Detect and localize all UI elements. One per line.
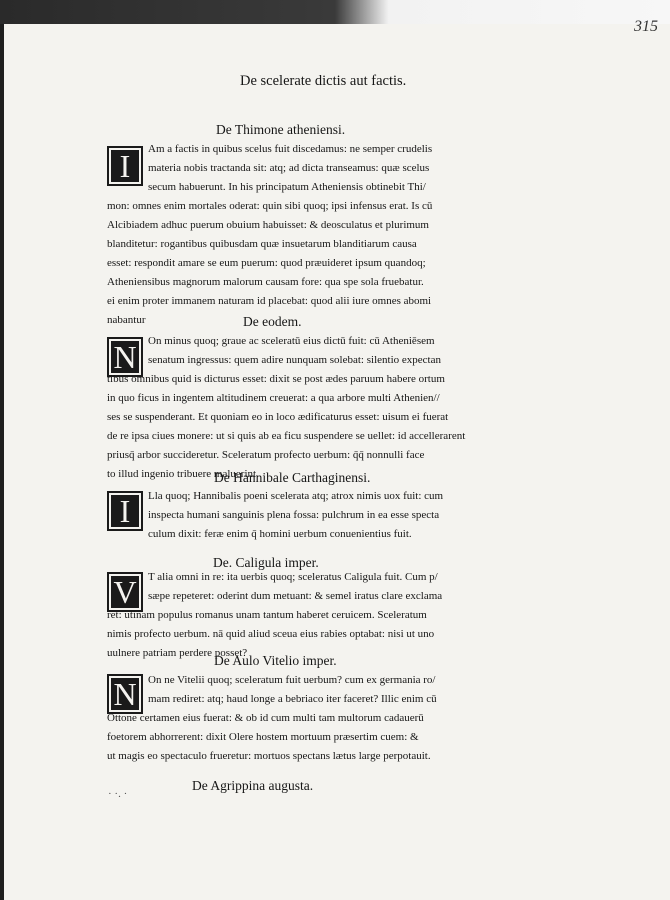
section-heading: De Thimone atheniensi.: [216, 122, 346, 137]
text-line: to illud ingenio tribuere maluerint.: [107, 468, 259, 480]
section-heading: De. Caligula imper.: [213, 555, 319, 570]
section-heading: De Hannibale Carthaginensi.: [214, 470, 371, 485]
text-line: mon: omnes enim mortales oderat: quin sibi quoq; ipsi infensus erat. Is cū: [107, 200, 433, 212]
text-line: Alcibiadem adhuc puerum obuium habuisset: & deosculatus et plurimum: [107, 219, 429, 231]
text-line: culum dixit: feræ enim q̄ homini uerbum conuenientius fuit.: [148, 528, 412, 540]
text-line: in quo ficus in ingentem altitudinem creuerat: a qua arbore multi Athenien//: [107, 392, 440, 404]
text-line: On ne Vitelii quoq; sceleratum fuit uerbum? cum ex germania ro/: [148, 674, 436, 686]
text-line: ei enim proter immanem naturam id placebat: quod alii iure omnes abomi: [107, 295, 432, 307]
text-line: inspecta humani sanguinis plena fossa: pulchrum in ea esse specta: [148, 509, 440, 521]
decorated-initial: I: [107, 146, 143, 186]
text-line: priusq̄ arbor succideretur. Sceleratum profecto uerbum: q̄q̄ nonnulli face: [107, 449, 425, 461]
decorated-initial: I: [107, 491, 143, 531]
text-line: ut magis eo spectaculo frueretur: mortuos spectans lætus large perpotauit.: [107, 750, 431, 762]
text-line: On minus quoq; graue ac sceleratū eius dictū fuit: cū Atheniēsem: [148, 335, 435, 347]
text-line: secum habuerunt. In his principatum Atheniensis obtinebit Thi/: [148, 181, 426, 193]
text-line: uulnere patriam perdere posset?: [107, 647, 248, 659]
margin-mark: · ·. ·: [108, 788, 128, 800]
text-line: esset: respondit amare se eum puerum: quod præuideret ipsum quandoq;: [107, 257, 426, 269]
text-line: materia nobis tractanda sit: atq; ad dicta transeamus: quæ scelus: [148, 162, 430, 174]
text-line: Am a factis in quibus scelus fuit discedamus: ne semper crudelis: [148, 143, 433, 155]
text-line: Ottone certamen eius fuerat: & ob id cum multi tam multorum cadauerū: [107, 712, 424, 724]
text-line: Lla quoq; Hannibalis poeni scelerata atq; atrox nimis uox fuit: cum: [148, 490, 444, 502]
text-line: nimis profecto uerbum. nā quid aliud sceua eius rabies optabat: nisi ut uno: [107, 628, 435, 640]
decorated-initial: V: [107, 572, 143, 612]
text-line: senatum ingressus: quem adire nunquam solebat: silentio expectan: [148, 354, 441, 366]
page-number: 315: [634, 18, 658, 35]
decorated-initial: N: [107, 674, 143, 714]
text-line: tibus omnibus quid is dicturus esset: dixit se post ædes paruum habere ortum: [107, 373, 445, 385]
text-line: de re ipsa ciues monere: ut si quis ab ea ficu suspendere se uellet: id accellerarent: [107, 430, 466, 442]
decorated-initial: N: [107, 337, 143, 377]
section-heading: De Aulo Vitelio imper.: [214, 653, 337, 668]
text-line: ses se suspenderant. Et quoniam eo in loco ædificaturus esset: uisum ei fuerat: [107, 411, 449, 423]
text-line: T alia omni in re: ita uerbis quoq; sceleratus Caligula fuit. Cum p/: [148, 571, 438, 583]
text-line: ret: utinam populus romanus unam tantum haberet ceruicem. Sceleratum: [107, 609, 427, 621]
text-line: blanditetur: rogantibus quibusdam quæ insuetarum blanditiarum causa: [107, 238, 417, 250]
text-line: Atheniensibus magnorum malorum causam fore: qua spe sola fruebatur.: [107, 276, 424, 288]
section-heading: De Agrippina augusta.: [192, 778, 314, 793]
text-line: sæpe repeteret: oderint dum metuant: & semel iratus clare exclama: [148, 590, 443, 602]
running-title: De scelerate dictis aut factis.: [240, 73, 407, 89]
scan-top-edge: [0, 0, 670, 24]
text-line: nabantur: [107, 314, 146, 326]
section-heading: De eodem.: [243, 314, 302, 329]
text-line: foetorem abhorrerent: dixit Olere hostem mortuum præsertim cuem: &: [107, 731, 419, 743]
text-line: mam rediret: atq; haud longe a bebriaco iter faceret? Illic enim cū: [148, 693, 437, 705]
